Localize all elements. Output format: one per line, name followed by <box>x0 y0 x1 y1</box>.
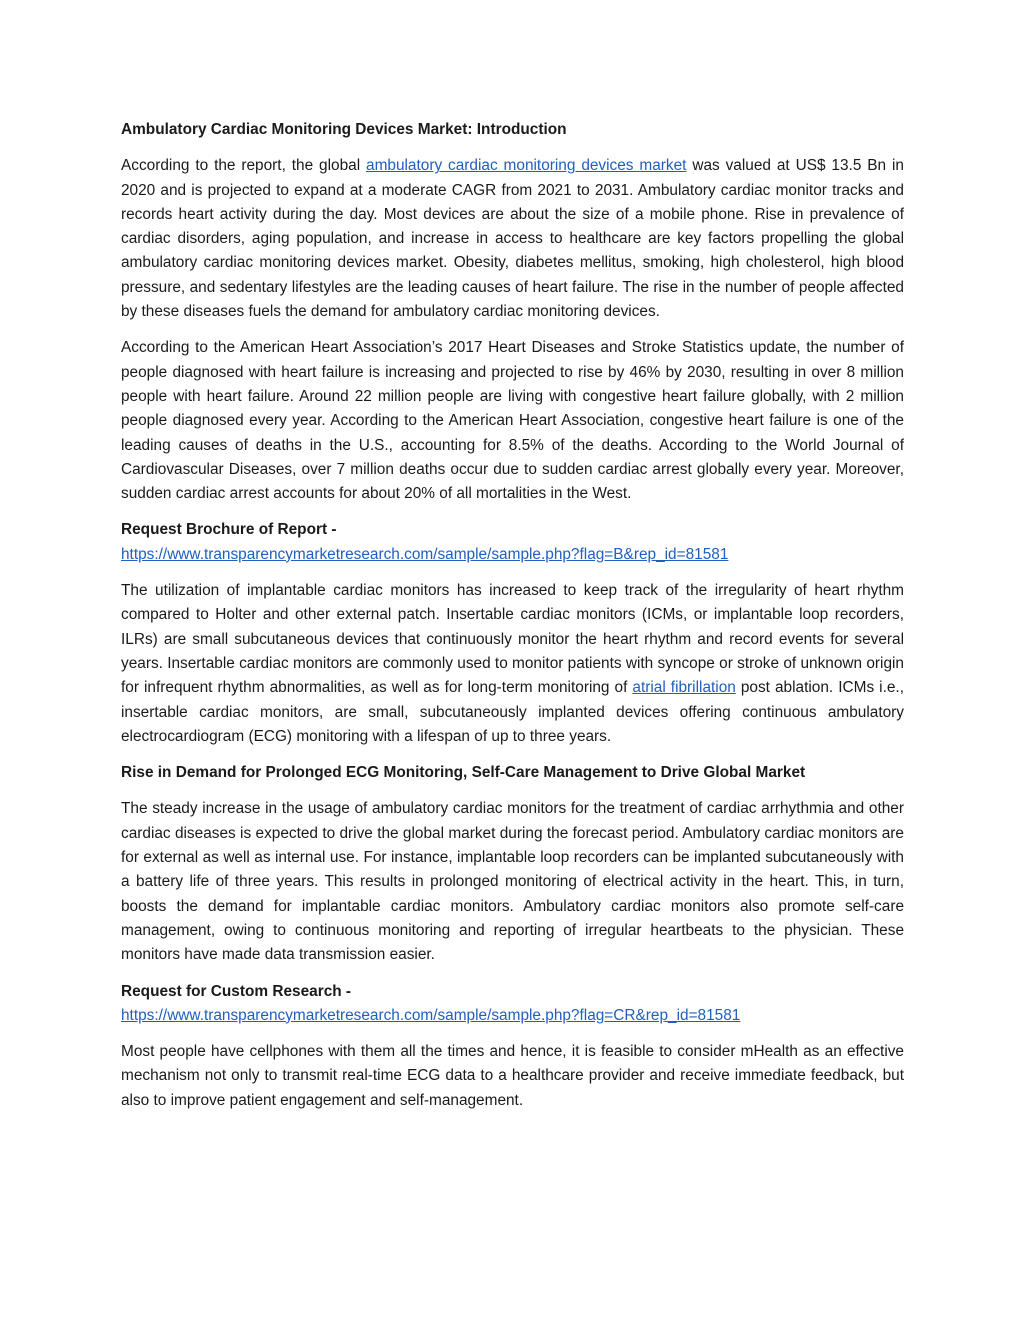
brochure-request <box>121 518 904 567</box>
intro-paragraph <box>121 154 904 324</box>
statistics-paragraph: According to the American Heart Association’s 2017 Heart Diseases and Stroke Statistics update, the number of people diagnosed with heart failure is increasing and projected to rise by 46% by 2030, resulting in over 8 million people with heart failure. Around 22 million people are living with congestive heart failure globally, with 2 million people diagnosed every year. According to the American Heart Association, congestive heart failure is one of the leading causes of deaths in the U.S., accounting for 8.5% of the deaths. According to the World Journal of Cardiovascular Diseases, over 7 million deaths occur due to sudden cardiac arrest globally every year. Moreover, sudden cardiac arrest accounts for about 20% of all mortalities in the West. <box>121 339 904 503</box>
demand-heading: Rise in Demand for Prolonged ECG Monitoring, Self-Care Management to Drive Global Market <box>121 764 806 782</box>
brochure-label: Request Brochure of Report - <box>121 521 337 539</box>
document-page <box>121 118 904 1125</box>
brochure-link[interactable]: https://www.transparencymarketresearch.com/sample/sample.php?flag=B&rep_id=81581 <box>121 545 729 563</box>
custom-research-link[interactable]: https://www.transparencymarketresearch.com/sample/sample.php?flag=CR&rep_id=81581 <box>121 1006 741 1024</box>
custom-research-label: Request for Custom Research - <box>121 982 352 1000</box>
mhealth-paragraph: Most people have cellphones with them all the times and hence, it is feasible to consider mHealth as an effective mechanism not only to transmit real-time ECG data to a healthcare provider and receive immediate feedback, but also to improve patient engagement and self-management. <box>121 1043 904 1109</box>
intro-heading: Ambulatory Cardiac Monitoring Devices Market: Introduction <box>121 121 567 138</box>
custom-research-request <box>121 980 904 1029</box>
implantable-text-after: post ablation. ICMs i.e., insertable cardiac monitors, are small, subcutaneously implanted devices offering continuous ambulatory electrocardiogram (ECG) monitoring with a lifespan of up to three years. <box>121 679 904 745</box>
demand-paragraph: The steady increase in the usage of ambulatory cardiac monitors for the treatment of cardiac arrhythmia and other cardiac diseases is expected to drive the global market during the forecast period. Ambulatory cardiac monitors are for external as well as internal use. For instance, implantable loop recorders can be implanted subcutaneously with a battery life of three years. This results in prolonged monitoring of electrical activity in the heart. This, in turn, boosts the demand for implantable cardiac monitors. Ambulatory cardiac monitors also promote self-care management, owing to continuous monitoring and reporting of irregular heartbeats to the physician. These monitors have made data transmission easier. <box>121 800 904 964</box>
implantable-text-before: The utilization of implantable cardiac monitors has increased to keep track of the irregularity of heart rhythm compared to Holter and other external patch. Insertable cardiac monitors (ICMs, or implantable loop recorders, ILRs) are small subcutaneous devices that continuously monitor the heart rhythm and record events for several years. Insertable cardiac monitors are commonly used to monitor patients with syncope or stroke of unknown origin for infrequent rhythm abnormalities, as well as for long-term monitoring of <box>121 582 904 697</box>
intro-text-before: According to the report, the global <box>121 157 367 175</box>
market-link[interactable]: ambulatory cardiac monitoring devices market <box>366 157 687 175</box>
intro-text-after: was valued at US$ 13.5 Bn in 2020 and is projected to expand at a moderate CAGR from 2021 to 2031. Ambulatory cardiac monitor tracks and records heart activity during the day. Most devices are about the size of a mobile phone. Rise in prevalence of cardiac disorders, aging population, and increase in access to healthcare are key factors propelling the global ambulatory cardiac monitoring devices market. Obesity, diabetes mellitus, smoking, high cholesterol, high blood pressure, and sedentary lifestyles are the leading causes of heart failure. The rise in the number of people affected by these diseases fuels the demand for ambulatory cardiac monitoring devices. <box>121 157 904 321</box>
implantable-paragraph <box>121 579 904 749</box>
atrial-fibrillation-link[interactable]: atrial fibrillation <box>632 679 736 697</box>
